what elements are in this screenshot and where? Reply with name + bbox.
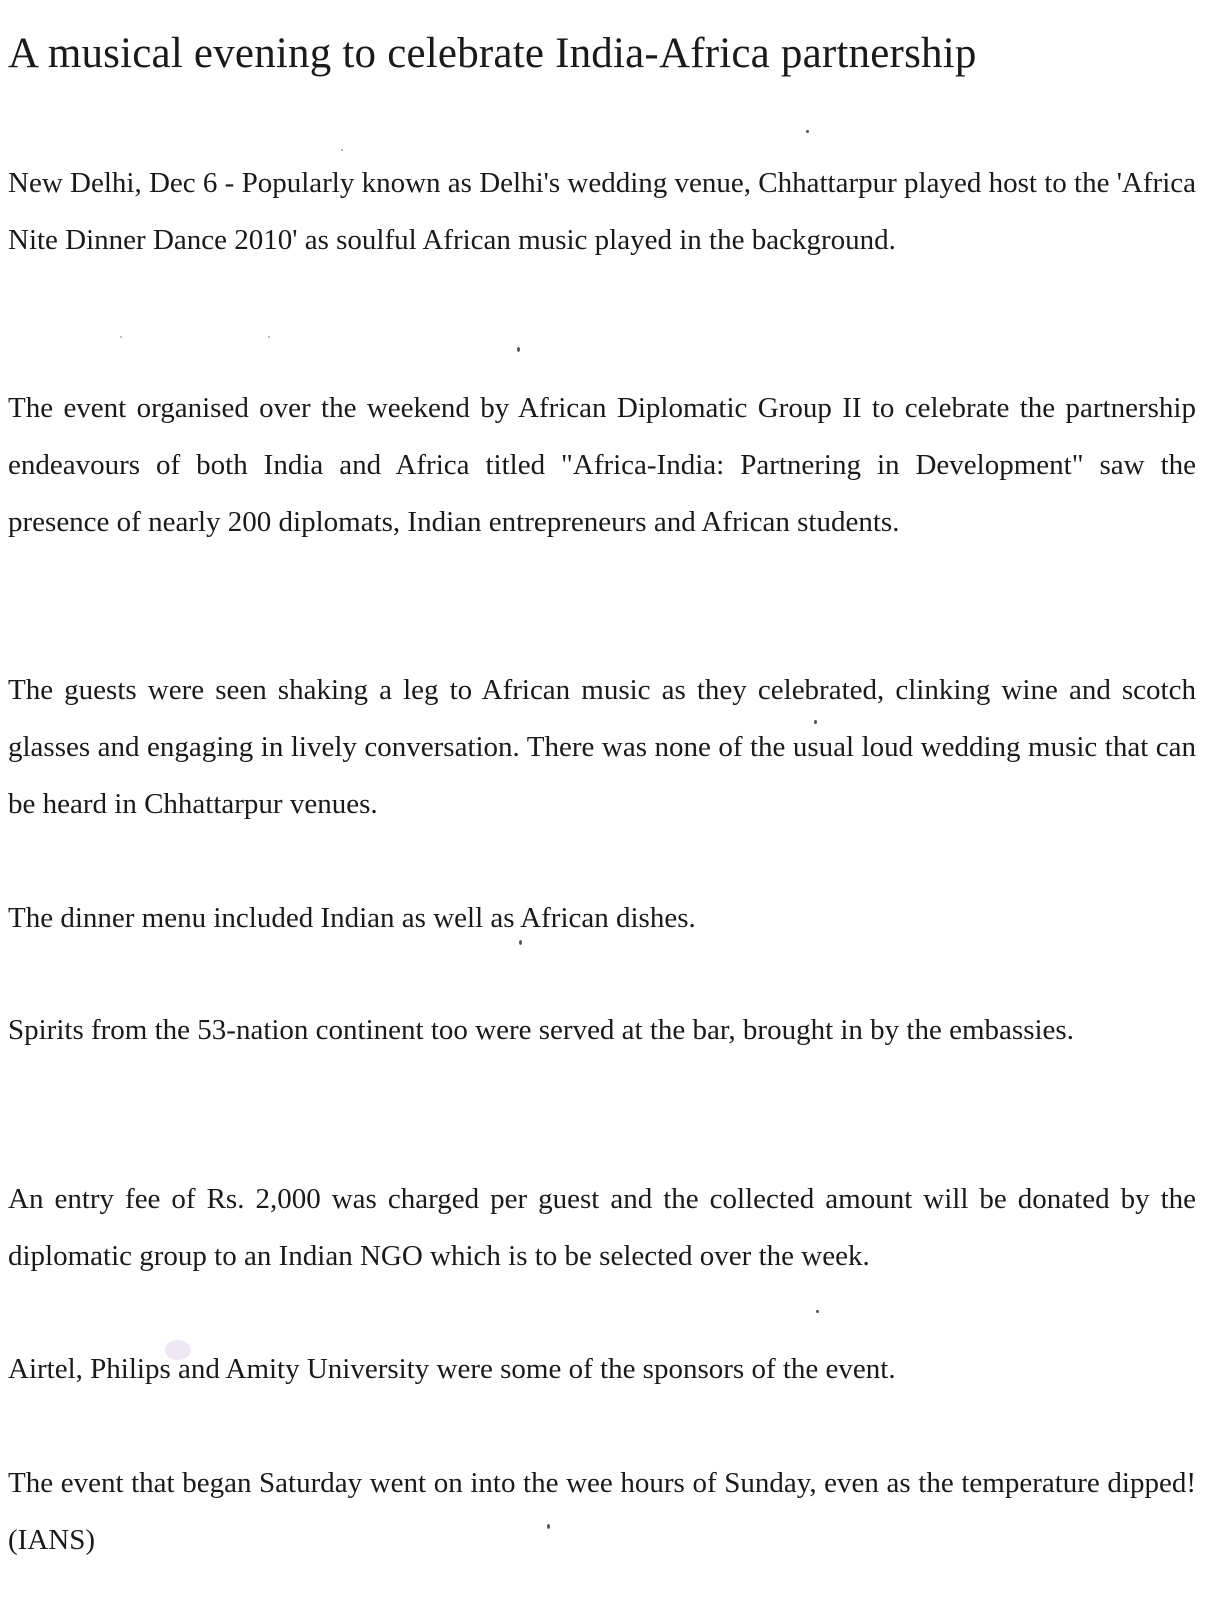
article-paragraph: The guests were seen shaking a leg to African music as they celebrated, clinking wine and scotch glasses and engaging in lively conversation. There was none of the usual loud wedding music that can be heard in Chhattarpur venues. [8,674,1196,820]
article-headline: A musical evening to celebrate India-Africa partnership [8,30,977,77]
article-paragraph: The event organised over the weekend by African Diplomatic Group II to celebrate the partnership endeavours of both India and Africa titled "Africa-India: Partnering in Development" saw the presence of nearly 200 diplomats, Indian entrepreneurs and African students. [8,392,1196,538]
scan-speck [519,940,522,945]
scan-speck [814,720,817,724]
article-paragraph: An entry fee of Rs. 2,000 was charged per guest and the collected amount will be donated by the diplomatic group to an Indian NGO which is to be selected over the week. [8,1183,1196,1272]
article-paragraph: The event that began Saturday went on into the wee hours of Sunday, even as the temperature dipped! (IANS) [8,1467,1196,1556]
scan-speck [816,1310,819,1313]
article-paragraph: Spirits from the 53-nation continent too were served at the bar, brought in by the embassies. [8,1014,1074,1046]
scan-speck [120,336,122,338]
scan-speck [341,149,343,151]
scan-smudge [165,1340,191,1360]
article-paragraph: Airtel, Philips and Amity University were some of the sponsors of the event. [8,1353,896,1385]
scan-speck [268,336,270,338]
scan-speck [547,1524,550,1529]
scan-speck [517,347,520,352]
article-paragraph: New Delhi, Dec 6 - Popularly known as Delhi's wedding venue, Chhattarpur played host to the 'Africa Nite Dinner Dance 2010' as soulful African music played in the background. [8,167,1196,256]
article-paragraph: The dinner menu included Indian as well as African dishes. [8,902,696,934]
scan-speck [806,130,809,133]
